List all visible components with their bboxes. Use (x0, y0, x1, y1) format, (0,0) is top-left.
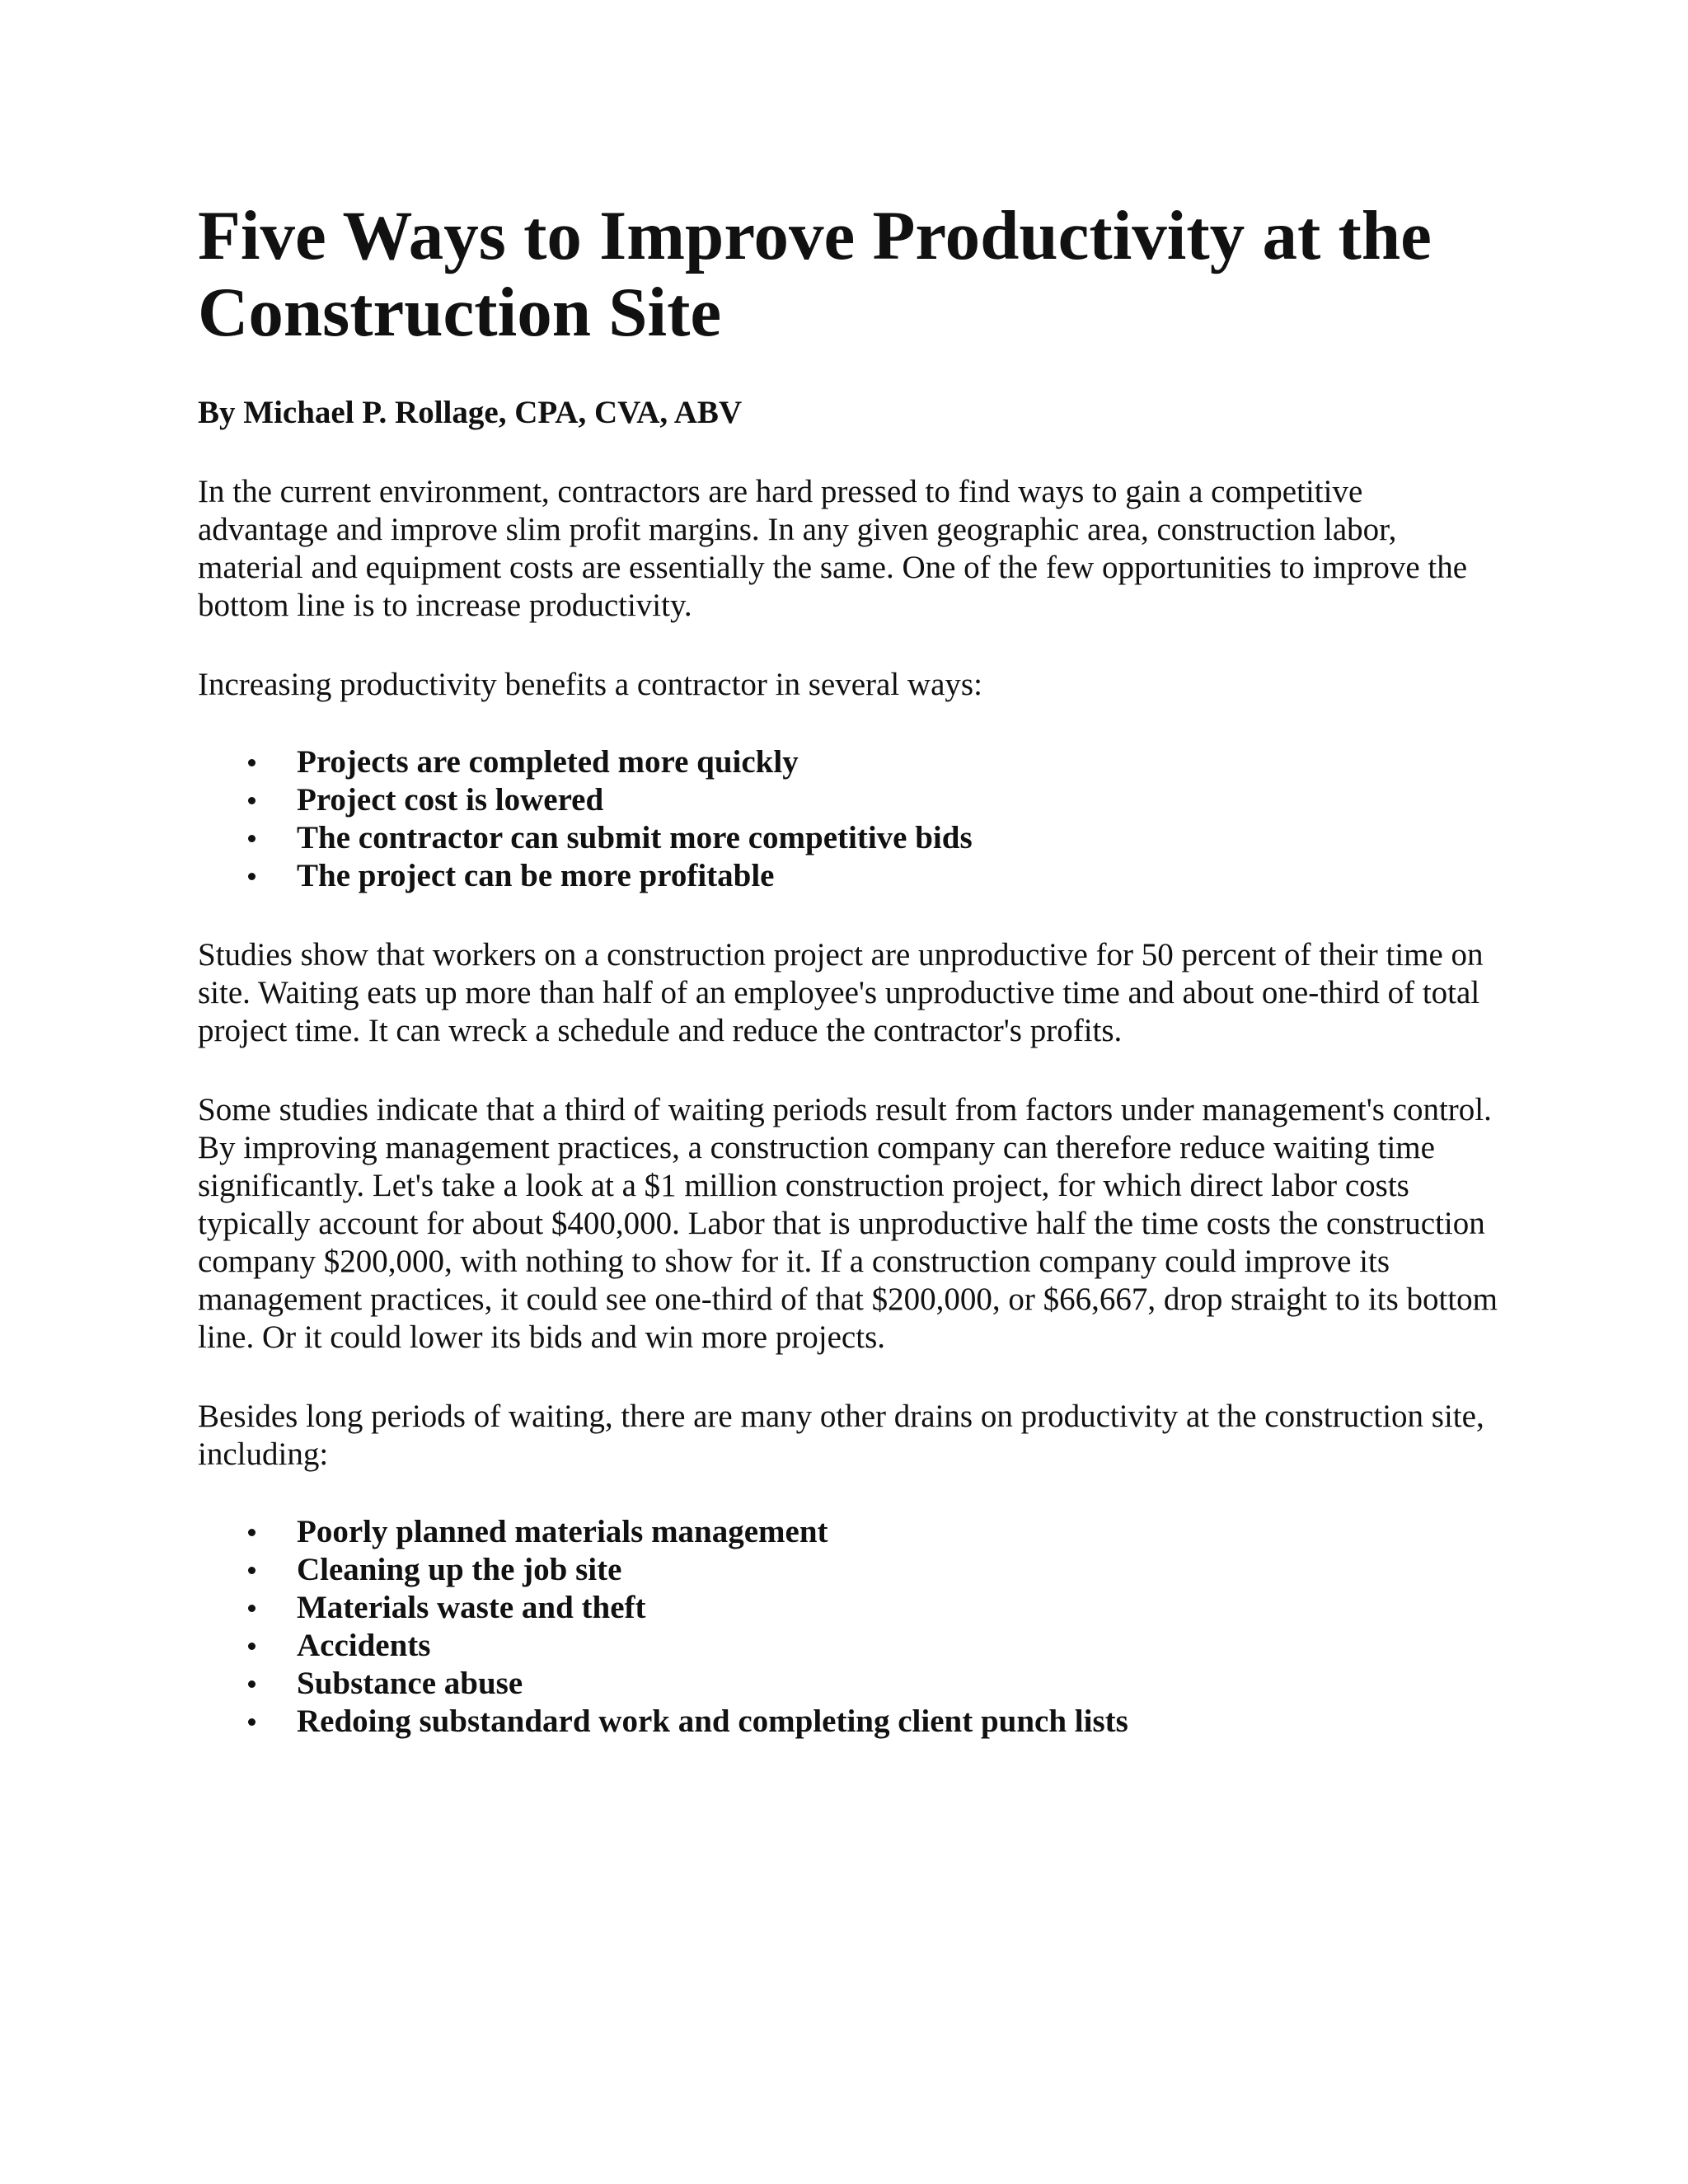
bullet-icon (248, 1680, 256, 1688)
benefits-list (198, 743, 1500, 895)
drains-intro-paragraph: Besides long periods of waiting, there are many other drains on productivity at the construction site, including: (198, 1399, 1484, 1472)
list-item-text: Project cost is lowered (297, 782, 604, 818)
bullet-icon (248, 835, 256, 842)
list-item (198, 1703, 1500, 1741)
list-item-text: Redoing substandard work and completing client punch lists (297, 1704, 1128, 1739)
drains-list (198, 1513, 1500, 1741)
article-byline: By Michael P. Rollage, CPA, CVA, ABV (198, 395, 743, 430)
benefits-intro-paragraph: Increasing productivity benefits a contractor in several ways: (198, 667, 982, 702)
list-item-text: Projects are completed more quickly (297, 744, 799, 780)
list-item (198, 1665, 1500, 1703)
list-item (198, 857, 1500, 895)
list-item (198, 1627, 1500, 1665)
article (198, 198, 1500, 1741)
article-title: Five Ways to Improve Productivity at the Construction Site (198, 197, 1432, 351)
list-item-text: The contractor can submit more competitive bids (297, 820, 973, 855)
bullet-icon (248, 1529, 256, 1536)
list-item-text: Accidents (297, 1628, 431, 1663)
list-item-text: Poorly planned materials management (297, 1514, 828, 1549)
list-item (198, 781, 1500, 819)
waiting-periods-paragraph: Some studies indicate that a third of waiting periods result from factors under management's control. By improving management practices, a construction company can therefore reduce waiting time significantly. Let's take a look at a $1 million construction project, for which direct labor costs typically account for about $400,000. Labor that is unproductive half the time costs the construction company $200,000, with nothing to show for it. If a construction company could improve its management practices, it could see one-third of that $200,000, or $66,667, drop straight to its bottom line. Or it could lower its bids and win more projects. (198, 1092, 1498, 1355)
bullet-icon (248, 1718, 256, 1726)
studies-paragraph: Studies show that workers on a construction project are unproductive for 50 percent of their time on site. Waiting eats up more than half of an employee's unproductive time and about one-third of total project time. It can wreck a schedule and reduce the contractor's profits. (198, 937, 1484, 1048)
bullet-icon (248, 1605, 256, 1612)
list-item (198, 1589, 1500, 1627)
list-item-text: The project can be more profitable (297, 858, 775, 893)
bullet-icon (248, 759, 256, 766)
list-item (198, 1551, 1500, 1589)
bullet-icon (248, 797, 256, 804)
list-item-text: Substance abuse (297, 1666, 523, 1701)
bullet-icon (248, 1567, 256, 1574)
list-item (198, 743, 1500, 781)
list-item (198, 819, 1500, 857)
list-item (198, 1513, 1500, 1551)
bullet-icon (248, 1643, 256, 1650)
bullet-icon (248, 873, 256, 880)
list-item-text: Cleaning up the job site (297, 1552, 622, 1587)
intro-paragraph: In the current environment, contractors are hard pressed to find ways to gain a competitive advantage and improve slim profit margins. In any given geographic area, construction labor, material and equipment costs are essentially the same. One of the few opportunities to improve the bottom line is to increase productivity. (198, 474, 1468, 623)
list-item-text: Materials waste and theft (297, 1590, 646, 1625)
